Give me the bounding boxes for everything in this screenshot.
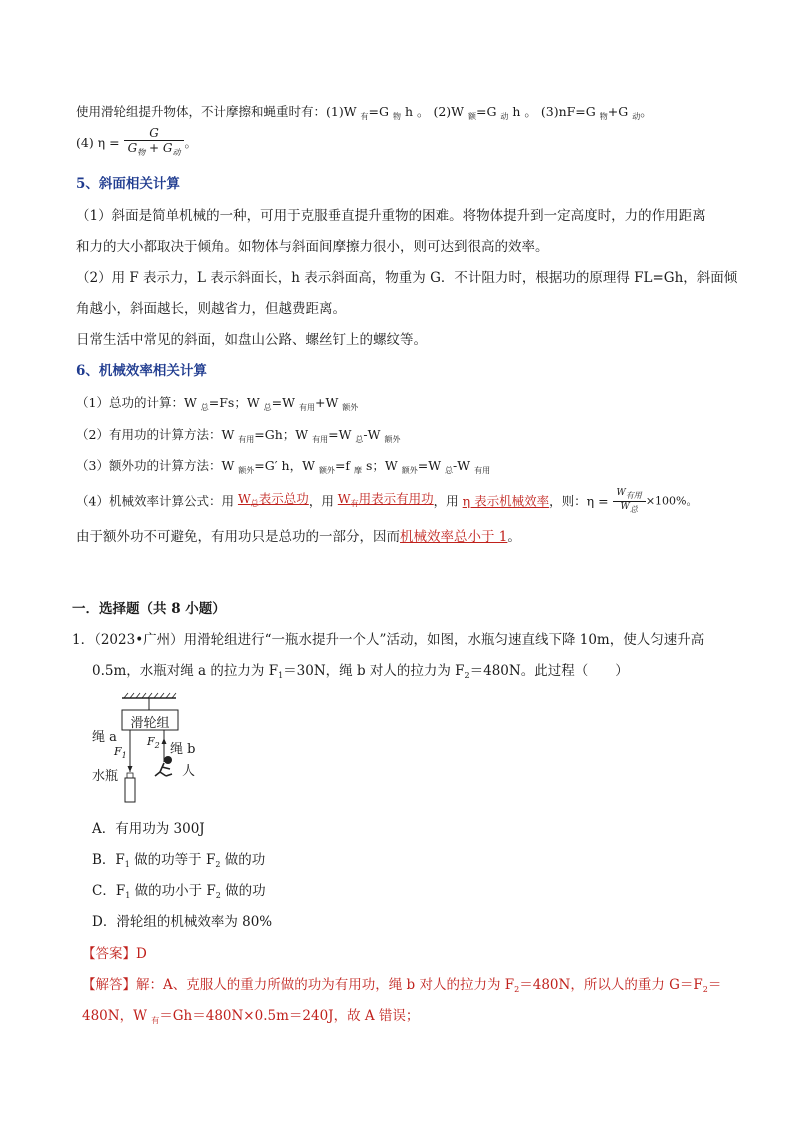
person-label: 人	[182, 764, 196, 779]
highlight-total-work: $W_总$表示总功	[237, 491, 309, 508]
pulley-formula-line: 使用滑轮组提升物体，不计摩擦和蝇重时有：(1)W $_有$=G $_物$ h 。 (2)W $_额$=G $_动$ h 。 (3)nF=G $_物$+G $_动$。	[76, 104, 653, 121]
option-a: A．有用功为 300J	[92, 821, 205, 837]
highlight-efficiency: η 表示机械效率	[462, 493, 550, 509]
answer-label: 【答案】D	[82, 946, 147, 962]
rope-b-label: 绳 b	[170, 742, 196, 757]
pulley-box-label: 滑轮组	[130, 716, 170, 731]
explanation-line-1: 【解答】解：A、克服人的重力所做的功为有用功，绳 b 对人的拉力为 $F_2=480N$，所以人的重力 $G=F_2=$	[82, 977, 722, 994]
highlight-efficiency-less-than-one: 机械效率总小于 1	[400, 529, 508, 545]
useful-work-line: （2）有用功的计算方法：W $_{有用}$=Gh；W $_{有用}$=W $_总$-W $_{额外}$	[76, 427, 401, 444]
efficiency-formula-line: (4) η = $\frac{G}{G_物 + G_动}$ 。	[76, 126, 197, 160]
rope-a-label: 绳 a	[92, 730, 117, 745]
total-work-line: （1）总功的计算：W $_总$=Fs；W $_总$=W $_{有用}$+W $_{额外}$	[76, 395, 359, 412]
bottle-label: 水瓶	[92, 769, 119, 784]
option-d: D．滑轮组的机械效率为 80%	[92, 914, 273, 930]
part-1-heading: 一．选择题（共 8 小题）	[72, 601, 226, 617]
question-1-stem-line-1: 1．（2023•广州）用滑轮组进行“一瓶水提升一个人”活动，如图，水瓶匀速直线下降 10m，使人匀速升高	[72, 632, 705, 648]
option-b: B．$F_1$ 做的功等于 $F_2$ 做的功	[92, 852, 266, 869]
pulley-figure	[92, 690, 222, 805]
option-c: C．$F_1$ 做的功小于 $F_2$ 做的功	[92, 883, 266, 900]
extra-work-line: （3）额外功的计算方法：W $_{额外}$=G′ h，W $_{额外}$=f $_摩$ s；W $_{额外}$=W $_总$-W $_{有用}$	[76, 458, 491, 475]
force-f1-label: $F_1$	[114, 745, 127, 760]
highlight-useful-work: $W_有$用表示有用功	[337, 491, 434, 508]
efficiency-ratio-fraction: $\frac{\text{W有用}}{\text{W总}}$	[613, 488, 646, 515]
efficiency-fraction: $\frac{G}{G_物 + G_动}$	[124, 126, 185, 160]
section-5-para-2a: （2）用 F 表示力，L 表示斜面长，h 表示斜面高，物重为 G．不计阻力时，根据功的原理得 FL=Gh，斜面倾	[76, 270, 738, 286]
explanation-line-2: 480N，W $_有$＝Gh＝480N×0.5m＝240J，故 A 错误；	[82, 1008, 420, 1025]
section-5-para-1a: （1）斜面是简单机械的一种，可用于克服垂直提升重物的困难。将物体提升到一定高度时，力的作用距离	[76, 208, 706, 224]
question-1-stem-line-2: 0.5m，水瓶对绳 a 的拉力为 $F_1=30N$，绳 b 对人的拉力为 $F_2=480N$。此过程（ ）	[92, 663, 629, 680]
section-5-para-1b: 和力的大小都取决于倾角。如物体与斜面间摩擦力很小，则可达到很高的效率。	[76, 239, 549, 255]
section-5-para-2b: 角越小，斜面越长，则越省力，但越费距离。	[76, 301, 346, 317]
section-5-para-3: 日常生活中常见的斜面，如盘山公路、螺丝钉上的螺纹等。	[76, 332, 427, 348]
section-6-heading: 6、机械效率相关计算	[76, 363, 207, 379]
efficiency-conclusion-line: 由于额外功不可避免，有用功只是总功的一部分，因而机械效率总小于 1。	[76, 529, 521, 545]
efficiency-definition-line: （4）机械效率计算公式：用 $W_总$表示总功，用 $W_有$用表示有用功，用 η 表示机械效率，则：η = $\frac{\text{W有用}}{\text{W总}}$ ×100%。	[76, 488, 698, 514]
force-f2-label: $F_2$	[147, 735, 160, 750]
section-5-heading: 5、斜面相关计算	[76, 176, 180, 192]
